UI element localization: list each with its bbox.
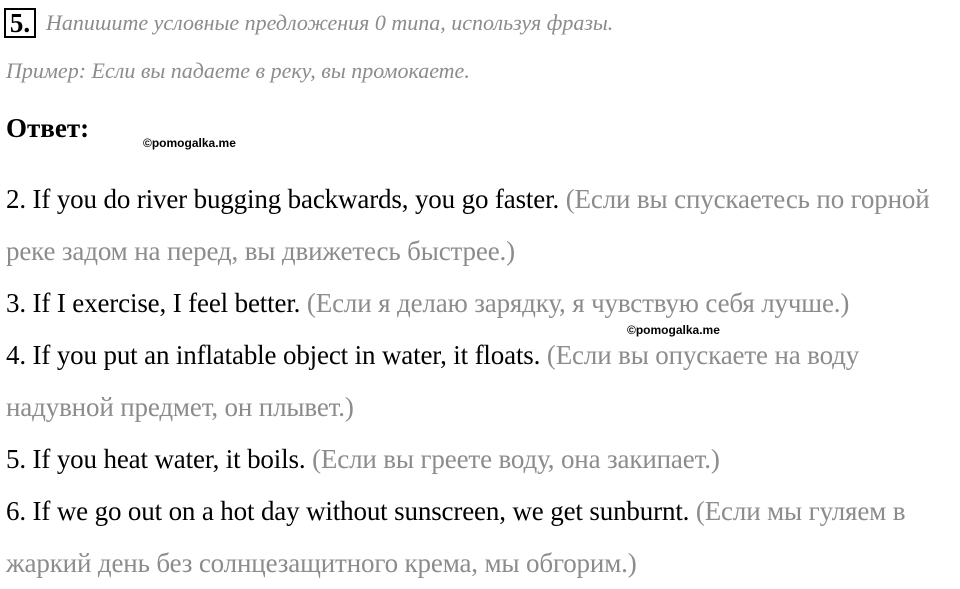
answer-translation: (Если я делаю зарядку, я чувствую себя лучше.) xyxy=(306,288,850,318)
answer-item xyxy=(6,329,960,433)
answer-item xyxy=(6,485,960,589)
answer-item xyxy=(6,433,960,485)
task-instruction: Напишите условные предложения 0 типа, используя фразы. xyxy=(46,10,614,35)
answer-label: Ответ: xyxy=(6,113,90,143)
answer-english: 4. If you put an inflatable object in water, it floats. xyxy=(6,340,541,370)
answer-list xyxy=(6,173,960,589)
answer-item xyxy=(6,173,960,277)
answer-english: 6. If we go out on a hot day without sunscreen, we get sunburnt. xyxy=(6,496,690,526)
answer-item xyxy=(6,277,960,329)
answer-translation: (Если вы греете воду, она закипает.) xyxy=(312,444,720,474)
answer-english: 5. If you heat water, it boils. xyxy=(6,444,306,474)
task-example: Пример: Если вы падаете в реку, вы промокаете. xyxy=(6,58,470,83)
answer-english: 3. If I exercise, I feel better. xyxy=(6,288,301,318)
task-number-box: 5. xyxy=(4,8,36,38)
watermark: ©pomogalka.me xyxy=(627,323,720,337)
answer-translation: (Если вы опускаете на воду надувной предмет, он плывет.) xyxy=(6,340,860,422)
answer-english: 2. If you do river bugging backwards, you go faster. xyxy=(6,184,560,214)
task-header xyxy=(4,6,613,40)
answer-translation: (Если мы гуляем в жаркий день без солнцезащитного крема, мы обгорим.) xyxy=(6,496,906,578)
watermark: ©pomogalka.me xyxy=(143,136,236,150)
answer-translation: (Если вы спускаетесь по горной реке задом на перед, вы движетесь быстрее.) xyxy=(6,184,930,266)
